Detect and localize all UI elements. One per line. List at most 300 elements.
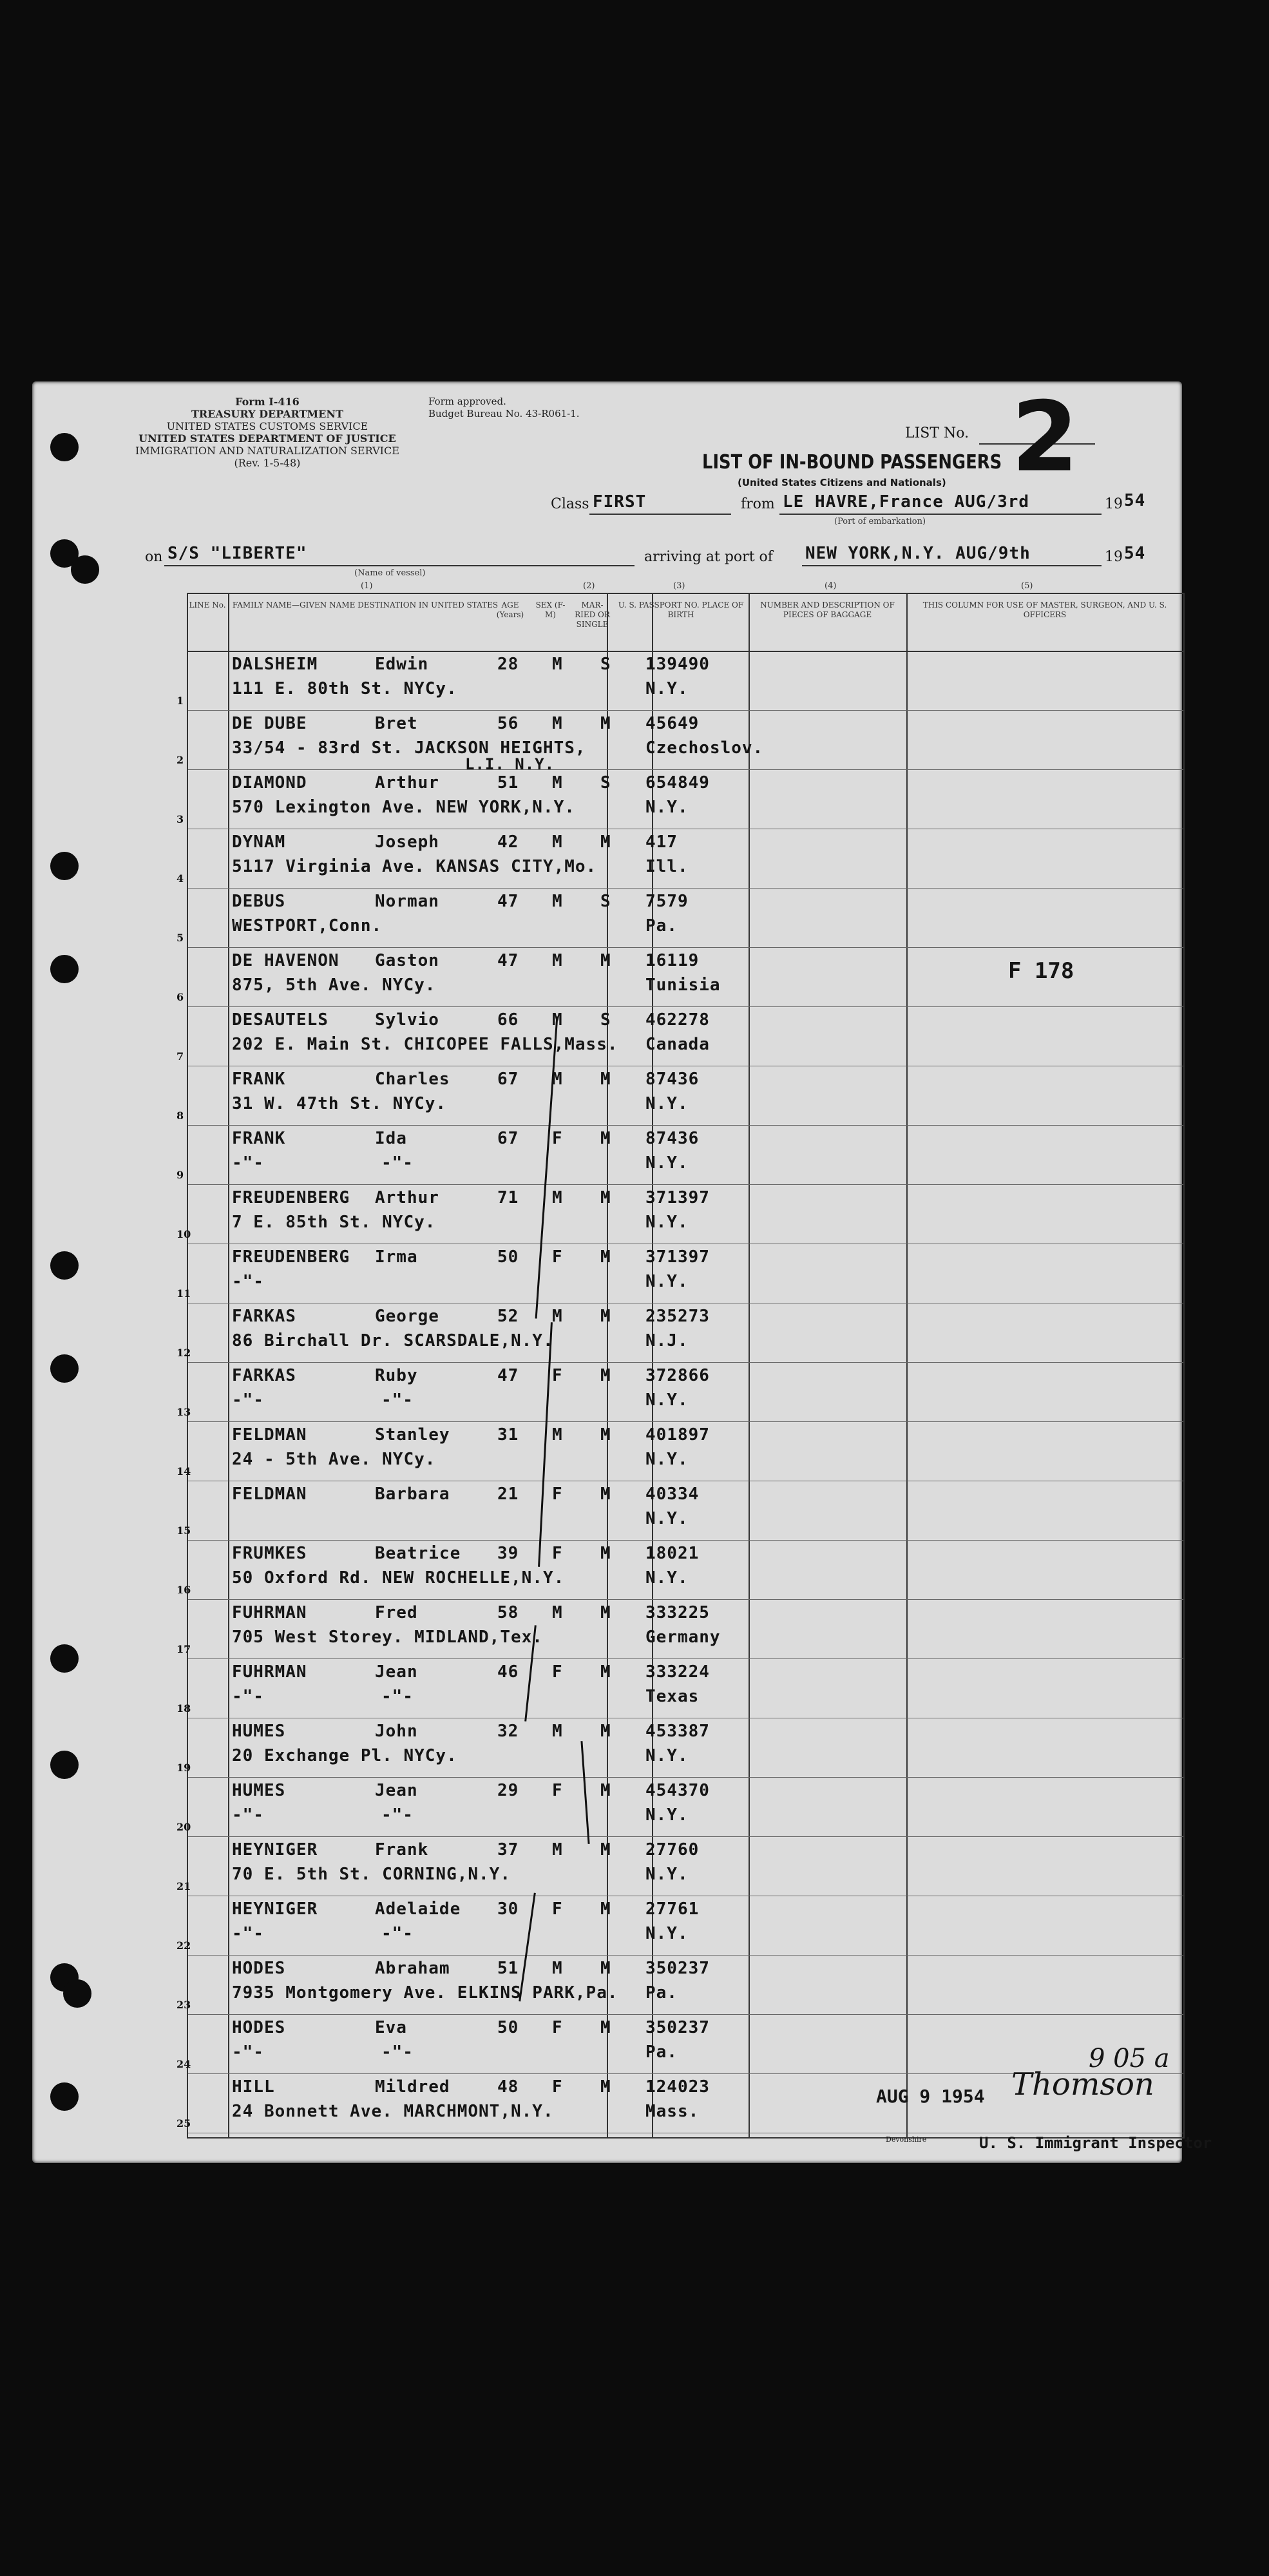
address: 24 - 5th Ave. NYCy. [232, 1450, 436, 1469]
line-number: 4 [177, 872, 184, 885]
ins-label: IMMIGRATION AND NATURALIZATION SERVICE [135, 445, 399, 457]
line-number: 9 [177, 1169, 184, 1181]
marital-status: M [600, 1544, 611, 1563]
age: 58 [497, 1603, 519, 1622]
place-of-birth: N.Y. [645, 1805, 689, 1825]
place-of-birth: N.J. [645, 1331, 689, 1350]
passport-number: 40334 [645, 1485, 700, 1504]
family-name: FREUDENBERG [232, 1247, 350, 1267]
given-name: Stanley [375, 1425, 450, 1445]
place-of-birth: N.Y. [645, 1272, 689, 1291]
line-number: 24 [177, 2058, 191, 2070]
col-header-baggage: NUMBER AND DESCRIPTION OF PIECES OF BAGGAGE [760, 601, 895, 619]
marital-status: M [600, 832, 611, 852]
line-number: 18 [177, 1702, 191, 1715]
passport-number: 371397 [645, 1188, 710, 1207]
age: 48 [497, 2077, 519, 2097]
sex: M [552, 655, 563, 674]
table-row [177, 1006, 1183, 1066]
sex: M [552, 1722, 563, 1741]
table-row [177, 1658, 1183, 1718]
passport-number: 371397 [645, 1247, 710, 1267]
address: -"- [232, 1272, 264, 1291]
port-embarkation-caption: (Port of embarkation) [834, 517, 926, 526]
form-agency-block [135, 396, 399, 469]
binder-hole [50, 1751, 79, 1779]
table-row [177, 651, 1183, 711]
vessel-name: S/S "LIBERTE" [167, 544, 307, 563]
table-row [177, 888, 1183, 948]
address: 875, 5th Ave. NYCy. [232, 976, 436, 995]
table-row [177, 2014, 1183, 2074]
sex: M [552, 1603, 563, 1622]
place-of-birth: N.Y. [645, 1568, 689, 1588]
place-of-birth: N.Y. [645, 1153, 689, 1173]
col-header-line: LINE No. [189, 601, 226, 610]
marital-status: M [600, 1485, 611, 1504]
customs-label: UNITED STATES CUSTOMS SERVICE [166, 420, 368, 432]
passport-number: 87436 [645, 1129, 700, 1148]
given-name: Ruby [375, 1366, 418, 1385]
family-name: FRUMKES [232, 1544, 307, 1563]
place-of-birth: Pa. [645, 2043, 678, 2062]
document-title: LIST OF IN-BOUND PASSENGERS [702, 451, 1002, 474]
family-name: FREUDENBERG [232, 1188, 350, 1207]
place-of-birth: N.Y. [645, 679, 689, 698]
marital-status: S [600, 1010, 611, 1030]
family-name: FUHRMAN [232, 1603, 307, 1622]
family-name: DE HAVENON [232, 951, 339, 970]
sex: M [552, 773, 563, 793]
sex: M [552, 951, 563, 970]
passport-number: 350237 [645, 2018, 710, 2037]
given-name: Abraham [375, 1959, 450, 1978]
passport-number: 27761 [645, 1899, 700, 1919]
binder-hole [50, 1251, 79, 1280]
list-no-label: LIST No. [905, 425, 969, 441]
given-name: Charles [375, 1070, 450, 1089]
family-name: HEYNIGER [232, 1840, 318, 1860]
family-name: FELDMAN [232, 1485, 307, 1504]
marital-status: M [600, 1425, 611, 1445]
arriving-label: arriving at port of [644, 549, 773, 565]
passport-number: 350237 [645, 1959, 710, 1978]
line-number: 16 [177, 1584, 191, 1596]
place-of-birth: Texas [645, 1687, 700, 1706]
passport-number: 235273 [645, 1307, 710, 1326]
passenger-table [177, 593, 1185, 2139]
address: 5117 Virginia Ave. KANSAS CITY,Mo. [232, 857, 597, 876]
given-ditto: -"- [381, 1687, 414, 1706]
age: 31 [497, 1425, 519, 1445]
line-number: 23 [177, 1999, 191, 2011]
on-label: on [145, 549, 163, 565]
age: 66 [497, 1010, 519, 1030]
passport-number: 45649 [645, 714, 700, 733]
age: 52 [497, 1307, 519, 1326]
binder-hole [50, 433, 79, 461]
sex: M [552, 892, 563, 911]
binder-hole [50, 1354, 79, 1383]
place-of-birth: N.Y. [645, 1924, 689, 1943]
table-row [177, 1896, 1183, 1956]
given-name: Eva [375, 2018, 407, 2037]
year-value-1: 54 [1124, 491, 1146, 510]
year-label-1: 19 [1105, 496, 1123, 512]
vessel-underline [164, 565, 634, 566]
line-number: 6 [177, 991, 184, 1003]
address-line-2: L.I. N.Y. [465, 755, 555, 773]
budget-bureau: Budget Bureau No. 43-R061-1. [428, 408, 580, 419]
binder-hole [50, 852, 79, 880]
given-name: Adelaide [375, 1899, 461, 1919]
place-of-birth: Tunisia [645, 976, 721, 995]
address: 31 W. 47th St. NYCy. [232, 1094, 447, 1113]
table-row [177, 1718, 1183, 1778]
family-name: DIAMOND [232, 773, 307, 793]
marital-status: S [600, 892, 611, 911]
marital-status: M [600, 1366, 611, 1385]
line-number: 7 [177, 1050, 184, 1062]
col-header-officers: THIS COLUMN FOR USE OF MASTER, SURGEON, AND U. S. OFFICERS [922, 601, 1167, 619]
address: WESTPORT,Conn. [232, 916, 383, 936]
marital-status: M [600, 1247, 611, 1267]
vessel-caption: (Name of vessel) [354, 568, 426, 578]
given-name: Mildred [375, 2077, 450, 2097]
family-name: FUHRMAN [232, 1662, 307, 1682]
given-name: Jean [375, 1781, 418, 1800]
col-number-2: (2) [583, 581, 595, 591]
passport-number: 139490 [645, 655, 710, 674]
binder-hole [63, 1979, 91, 2008]
passport-number: 454370 [645, 1781, 710, 1800]
age: 47 [497, 951, 519, 970]
sex: F [552, 2018, 563, 2037]
col-number-3: (3) [673, 581, 685, 591]
given-name: Bret [375, 714, 418, 733]
line-number: 12 [177, 1347, 191, 1359]
place-of-birth: N.Y. [645, 1865, 689, 1884]
table-row [177, 1599, 1183, 1659]
given-name: George [375, 1307, 439, 1326]
age: 29 [497, 1781, 519, 1800]
given-name: Fred [375, 1603, 418, 1622]
printer-mark: Devonshire [886, 2135, 927, 2144]
list-number: 2 [1011, 381, 1079, 494]
age: 51 [497, 1959, 519, 1978]
table-row [177, 1777, 1183, 1837]
sex: F [552, 1781, 563, 1800]
age: 32 [497, 1722, 519, 1741]
age: 51 [497, 773, 519, 793]
address: -"- [232, 1390, 264, 1410]
place-of-birth: Mass. [645, 2102, 700, 2121]
family-name: FARKAS [232, 1366, 296, 1385]
passport-number: 7579 [645, 892, 689, 911]
address: 70 E. 5th St. CORNING,N.Y. [232, 1865, 511, 1884]
place-of-birth: Czechoslov. [645, 738, 764, 758]
passport-number: 372866 [645, 1366, 710, 1385]
sex: M [552, 1840, 563, 1860]
sex: M [552, 1188, 563, 1207]
passport-number: 333224 [645, 1662, 710, 1682]
marital-status: M [600, 1781, 611, 1800]
passport-number: 16119 [645, 951, 700, 970]
col-header-married: MAR-RIED OR SINGLE [575, 601, 610, 629]
place-of-birth: N.Y. [645, 1746, 689, 1765]
from-value: LE HAVRE,France AUG/3rd [783, 492, 1030, 512]
form-approval-block [428, 396, 580, 420]
place-of-birth: N.Y. [645, 1213, 689, 1232]
age: 56 [497, 714, 519, 733]
document-subtitle: (United States Citizens and Nationals) [738, 477, 946, 488]
binder-hole [71, 555, 99, 584]
passport-number: 654849 [645, 773, 710, 793]
place-of-birth: Pa. [645, 916, 678, 936]
line-number: 2 [177, 754, 184, 766]
family-name: HUMES [232, 1722, 286, 1741]
age: 30 [497, 1899, 519, 1919]
table-row [177, 1125, 1183, 1185]
col-header-age: AGE (Years) [496, 601, 524, 619]
table-row [177, 1066, 1183, 1126]
address: 24 Bonnett Ave. MARCHMONT,N.Y. [232, 2102, 554, 2121]
given-name: Barbara [375, 1485, 450, 1504]
address: 7935 Montgomery Ave. ELKINS PARK,Pa. [232, 1983, 618, 2003]
marital-status: M [600, 1070, 611, 1089]
given-name: Jean [375, 1662, 418, 1682]
table-row [177, 1244, 1183, 1303]
line-number: 20 [177, 1821, 191, 1833]
address: 202 E. Main St. CHICOPEE FALLS,Mass. [232, 1035, 618, 1054]
inspector-signature: Thomson [1011, 2066, 1154, 2102]
sex: F [552, 1544, 563, 1563]
passport-number: 18021 [645, 1544, 700, 1563]
sex: M [552, 1070, 563, 1089]
place-of-birth: N.Y. [645, 1450, 689, 1469]
passport-number: 401897 [645, 1425, 710, 1445]
given-name: Arthur [375, 1188, 439, 1207]
given-name: Ida [375, 1129, 407, 1148]
given-ditto: -"- [381, 2043, 414, 2062]
place-of-birth: N.Y. [645, 1094, 689, 1113]
address: 20 Exchange Pl. NYCy. [232, 1746, 457, 1765]
passport-number: 87436 [645, 1070, 700, 1089]
given-ditto: -"- [381, 1924, 414, 1943]
marital-status: M [600, 951, 611, 970]
family-name: HEYNIGER [232, 1899, 318, 1919]
signature-time: 9 05 a [1089, 2044, 1170, 2073]
marital-status: S [600, 655, 611, 674]
marital-status: M [600, 1959, 611, 1978]
place-of-birth: Canada [645, 1035, 710, 1054]
class-label: Class [551, 496, 589, 512]
given-name: Arthur [375, 773, 439, 793]
family-name: HILL [232, 2077, 275, 2097]
table-header [188, 594, 1183, 652]
sex: M [552, 1307, 563, 1326]
place-of-birth: Ill. [645, 857, 689, 876]
family-name: FRANK [232, 1070, 286, 1089]
given-name: John [375, 1722, 418, 1741]
table-row [177, 1184, 1183, 1244]
age: 50 [497, 1247, 519, 1267]
sex: F [552, 2077, 563, 2097]
address: 86 Birchall Dr. SCARSDALE,N.Y. [232, 1331, 554, 1350]
address: -"- [232, 1687, 264, 1706]
sex: M [552, 714, 563, 733]
age: 21 [497, 1485, 519, 1504]
table-row [177, 769, 1183, 829]
from-label: from [741, 496, 775, 512]
family-name: HUMES [232, 1781, 286, 1800]
family-name: DALSHEIM [232, 655, 318, 674]
family-name: HODES [232, 2018, 286, 2037]
col-number-5: (5) [1021, 581, 1033, 591]
line-number: 8 [177, 1110, 184, 1122]
given-name: Edwin [375, 655, 429, 674]
sex: M [552, 1425, 563, 1445]
line-number: 11 [177, 1287, 191, 1300]
given-name: Frank [375, 1840, 429, 1860]
from-underline [779, 514, 1102, 515]
family-name: DESAUTELS [232, 1010, 329, 1030]
line-number: 13 [177, 1406, 191, 1418]
age: 37 [497, 1840, 519, 1860]
address: -"- [232, 1924, 264, 1943]
revision-label: (Rev. 1-5-48) [234, 457, 301, 469]
family-name: FRANK [232, 1129, 286, 1148]
line-number: 25 [177, 2117, 191, 2129]
binder-hole [50, 1644, 79, 1673]
line-number: 19 [177, 1762, 191, 1774]
given-name: Norman [375, 892, 439, 911]
sex: M [552, 1959, 563, 1978]
col-number-1: (1) [361, 581, 373, 591]
table-row [177, 710, 1183, 773]
marital-status: S [600, 773, 611, 793]
family-name: DE DUBE [232, 714, 307, 733]
col-header-passport: U. S. PASSPORT NO. PLACE OF BIRTH [618, 601, 744, 619]
age: 46 [497, 1662, 519, 1682]
sex: M [552, 832, 563, 852]
sex: F [552, 1485, 563, 1504]
family-name: DYNAM [232, 832, 286, 852]
table-row [177, 1362, 1183, 1422]
marital-status: M [600, 2018, 611, 2037]
given-ditto: -"- [381, 1805, 414, 1825]
col-header-name: FAMILY NAME—GIVEN NAME DESTINATION IN UNITED STATES [232, 601, 499, 610]
binder-hole [50, 2082, 79, 2111]
table-row [177, 1481, 1183, 1541]
binder-hole [50, 955, 79, 983]
age: 28 [497, 655, 519, 674]
passport-number: 27760 [645, 1840, 700, 1860]
justice-label: UNITED STATES DEPARTMENT OF JUSTICE [138, 432, 396, 445]
age: 50 [497, 2018, 519, 2037]
marital-status: M [600, 714, 611, 733]
age: 67 [497, 1070, 519, 1089]
given-name: Irma [375, 1247, 418, 1267]
passport-number: 462278 [645, 1010, 710, 1030]
marital-status: M [600, 1899, 611, 1919]
arriving-underline [802, 565, 1102, 566]
passport-number: 333225 [645, 1603, 710, 1622]
line-number: 15 [177, 1524, 191, 1537]
line-number: 10 [177, 1228, 191, 1240]
place-of-birth: N.Y. [645, 798, 689, 817]
place-of-birth: N.Y. [645, 1509, 689, 1528]
marital-status: M [600, 1840, 611, 1860]
line-number: 1 [177, 695, 184, 707]
family-name: DEBUS [232, 892, 286, 911]
given-name: Sylvio [375, 1010, 439, 1030]
arriving-value: NEW YORK,N.Y. AUG/9th [805, 544, 1031, 563]
given-ditto: -"- [381, 1153, 414, 1173]
line-number: 14 [177, 1465, 191, 1477]
sex: F [552, 1366, 563, 1385]
line-number: 22 [177, 1939, 191, 1952]
family-name: FELDMAN [232, 1425, 307, 1445]
marital-status: M [600, 1307, 611, 1326]
year-label-2: 19 [1105, 549, 1123, 565]
passport-number: 124023 [645, 2077, 710, 2097]
age: 67 [497, 1129, 519, 1148]
line-number: 17 [177, 1643, 191, 1655]
line-number: 3 [177, 813, 184, 825]
address: -"- [232, 1153, 264, 1173]
address: 7 E. 85th St. NYCy. [232, 1213, 436, 1232]
table-row [177, 1421, 1183, 1481]
marital-status: M [600, 1722, 611, 1741]
line-number: 21 [177, 1880, 191, 1892]
age: 47 [497, 892, 519, 911]
marital-status: M [600, 1129, 611, 1148]
age: 39 [497, 1544, 519, 1563]
address: -"- [232, 2043, 264, 2062]
form-approved: Form approved. [428, 396, 506, 407]
age: 47 [497, 1366, 519, 1385]
marital-status: M [600, 2077, 611, 2097]
given-name: Beatrice [375, 1544, 461, 1563]
sex: M [552, 1010, 563, 1030]
class-value: FIRST [593, 492, 647, 512]
col-number-4: (4) [825, 581, 837, 591]
place-of-birth: Germany [645, 1628, 721, 1647]
address: 705 West Storey. MIDLAND,Tex. [232, 1628, 543, 1647]
form-number: Form I-416 [235, 396, 300, 408]
family-name: HODES [232, 1959, 286, 1978]
sex: F [552, 1899, 563, 1919]
address: 570 Lexington Ave. NEW YORK,N.Y. [232, 798, 575, 817]
table-row [177, 1540, 1183, 1600]
given-name: Gaston [375, 951, 439, 970]
table-row [177, 1836, 1183, 1896]
marital-status: M [600, 1188, 611, 1207]
address: 111 E. 80th St. NYCy. [232, 679, 457, 698]
date-stamp: AUG 9 1954 [876, 2086, 985, 2107]
officer-annotation: F 178 [1008, 958, 1074, 984]
place-of-birth: Pa. [645, 1983, 678, 2003]
passport-number: 417 [645, 832, 678, 852]
address: 50 Oxford Rd. NEW ROCHELLE,N.Y. [232, 1568, 565, 1588]
address: 33/54 - 83rd St. JACKSON HEIGHTS, [232, 738, 586, 758]
treasury-label: TREASURY DEPARTMENT [191, 408, 343, 420]
passport-number: 453387 [645, 1722, 710, 1741]
year-value-2: 54 [1124, 544, 1146, 563]
sex: F [552, 1662, 563, 1682]
sex: F [552, 1129, 563, 1148]
